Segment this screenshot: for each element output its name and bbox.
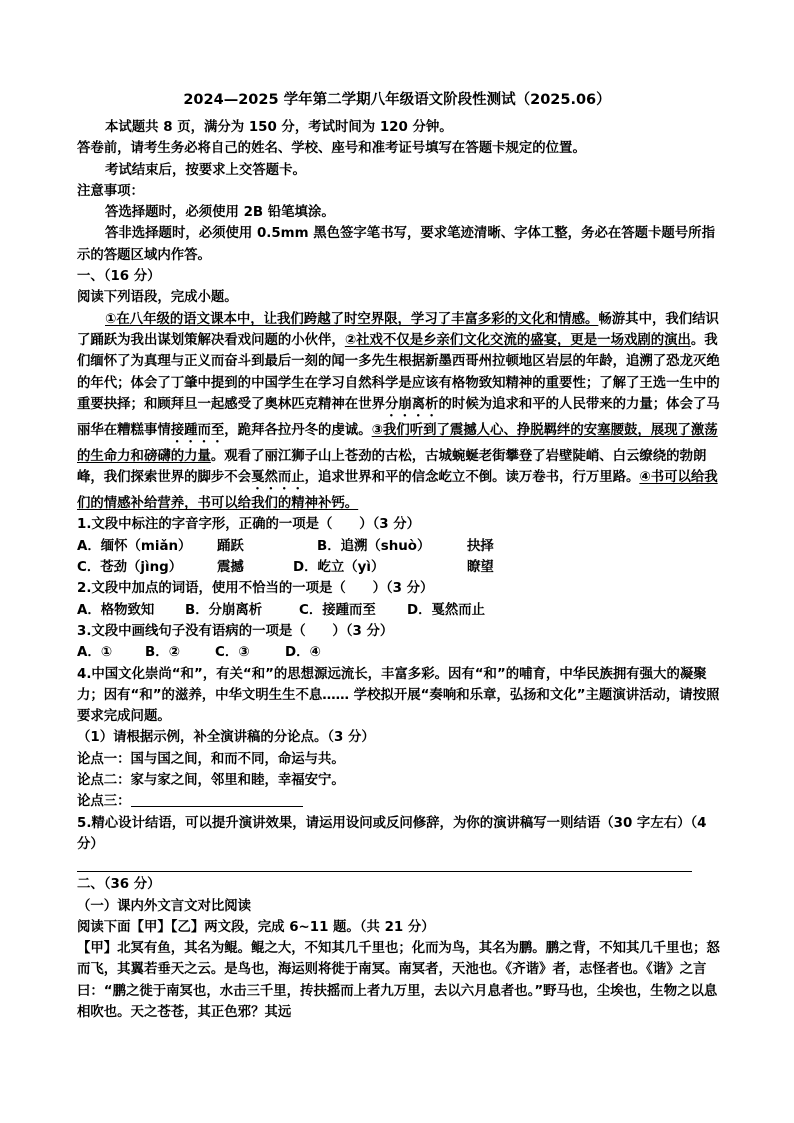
section-2-subheading: （一）课内外文言文对比阅读 [77,898,252,914]
section-2-instruction: 阅读下面【甲】【乙】两文段，完成 6~11 题。（共 21 分） [77,919,435,935]
passage-text: 畅游其中，我们结识了踊跃为我出谋划策解决看戏问题的小伙伴， [77,311,719,348]
divider-line [77,871,692,872]
passage-text: ，追求世界和平的信念屹立不倒。读万卷书，行万里路。 [304,470,640,486]
passage-text: 。观看了丽江狮子山上苍劲的古松，古城蜿蜒老街攀登了岩壁陡峭、白云缭绕的勃朗峰，我们探索世界的脚步不会 [77,448,707,486]
question-1-options-row-1 [77,536,720,557]
option-c: C．接踵而至 [299,602,376,618]
question-4-sub-1: （1）请根据示例，补全演讲稿的分论点。（3 分） [77,730,375,746]
section-2-heading: 二、（36 分） [77,877,161,893]
argument-point-3-label: 论点三： [77,794,131,810]
passage-text: ，跪拜各拉丹冬的虔诚。 [224,422,372,438]
argument-point-3 [77,791,720,812]
underlined-sentence-2: ②社戏不仅是乡亲们文化交流的盛宴，更是一场戏剧的演出 [344,332,691,348]
option-b-text: B．追溯（shuò） [317,538,431,554]
option-c: C．③ [215,645,250,661]
question-1-stem: 1.文段中标注的字音字形，正确的一项是（ ）（3 分） [77,517,421,533]
argument-point-1: 论点一：国与国之间，和而不同，命运与共。 [77,751,345,767]
underlined-sentence-4: ④书可以给我们的情感补给营养，书可以给我们的精神补钙。 [77,470,718,512]
dotted-word-jiaran: 戛然而止 [251,470,305,486]
reading-passage [77,309,720,515]
option-a-word: 踊跃 [217,538,244,554]
option-d: D．戛然而止 [407,602,486,618]
note-1: 答选择题时，必须使用 2B 铅笔填涂。 [105,205,335,221]
question-1-options-row-2 [77,557,720,578]
passage-text: 。我们缅怀了为真理与正义而奋斗到最后一刻的闻一多先生根据新墨西哥州拉顿地区岩层的年龄，追溯了恐龙灭绝的年代；体会了丁肇中提到的中国学生在学习自然科学是应该有格物致知精神的重要性；了解了王选一生中的重要抉择；和顾拜旦一起感受了奥林匹克精神在世界 [77,332,720,412]
exam-content [77,117,720,1023]
intro-line-3: 考试结束后，按要求上交答题卡。 [105,162,306,178]
option-c-text: C．苍劲（jìng） [77,560,183,576]
option-d: D．④ [285,645,321,661]
question-3-stem: 3.文段中画线句子没有语病的一项是（ ）（3 分） [77,623,394,639]
underlined-sentence-1: ①在八年级的语文课本中，让我们跨越了时空界限，学习了丰富多彩的文化和情感。 [105,311,599,327]
page-title: 2024—2025 学年第二学期八年级语文阶段性测试（2025.06） [183,92,611,108]
section-1-instruction: 阅读下列语段，完成小题。 [77,290,238,306]
dotted-word-jiezhong: 接踵而至 [170,422,225,438]
intro-line-2: 答卷前，请考生务必将自己的姓名、学校、座号和准考证号填写在答题卡规定的位置。 [77,141,586,157]
question-4-stem: 4.中国文化崇尚“和”，有关“和”的思想源远流长，丰富多彩。因有“和”的哺育，中华民族拥有强大的凝聚力；因有“和”的滋养，中华文明生生不息…… 学校拟开展“奏响和乐章，弘扬和文化”主题演讲活动，请按照要求完成问题。 [77,666,720,725]
notes-heading: 注意事项： [77,183,144,199]
note-2: 答非选择题时，必须使用 0.5mm 黑色签字笔书写，要求笔迹清晰、字体工整，务必在答题卡题号所指示的答题区域内作答。 [77,226,715,263]
question-2-options [77,600,720,621]
option-b-word: 抉择 [467,538,494,554]
option-a: A．① [77,645,113,661]
option-b: B．分崩离析 [185,602,263,618]
answer-blank[interactable] [131,792,303,807]
argument-point-2: 论点二：家与家之间，邻里和睦，幸福安宁。 [77,773,345,789]
intro-line-1: 本试题共 8 页，满分为 150 分，考试时间为 120 分钟。 [105,120,453,135]
question-3-options [77,642,720,663]
option-d-word: 瞭望 [467,560,494,576]
passage-text: 的时候为追求和平的人民带来的力量；体会了马丽华在糟糕事情 [77,396,720,438]
section-1-heading: 一、（16 分） [77,269,161,285]
option-b: B．② [145,645,180,661]
dotted-word-fenbeng: 分崩离析 [384,396,439,412]
underlined-sentence-3: ③我们听到了震撼人心、挣脱羁绊的安塞腰鼓，展现了激荡的生命力和磅礴的力量 [77,422,718,464]
option-d-text: D．屹立（yì） [293,560,385,576]
question-2-stem: 2.文段中加点的词语，使用不恰当的一项是（ ）（3 分） [77,581,434,597]
option-c-word: 震撼 [217,560,244,576]
option-a-text: A．缅怀（miǎn） [77,538,192,554]
classical-text-jia: 【甲】北冥有鱼，其名为鲲。鲲之大，不知其几千里也；化而为鸟，其名为鹏。鹏之背，不知其几千里也；怒而飞，其翼若垂天之云。是鸟也，海运则将徙于南冥。南冥者，天池也。《齐谐》者，志怪者也。《谐》之言曰：“鹏之徙于南冥也，水击三千里，抟扶摇而上者九万里，去以六月息者也。”野马也，尘埃也，生物之以息相吹也。天之苍苍，其正色邪？其远 [77,941,720,1020]
option-a: A．格物致知 [77,602,155,618]
question-5-stem: 5.精心设计结语，可以提升演讲效果，请运用设问或反问修辞，为你的演讲稿写一则结语（30 字左右）（4 分） [77,815,707,852]
